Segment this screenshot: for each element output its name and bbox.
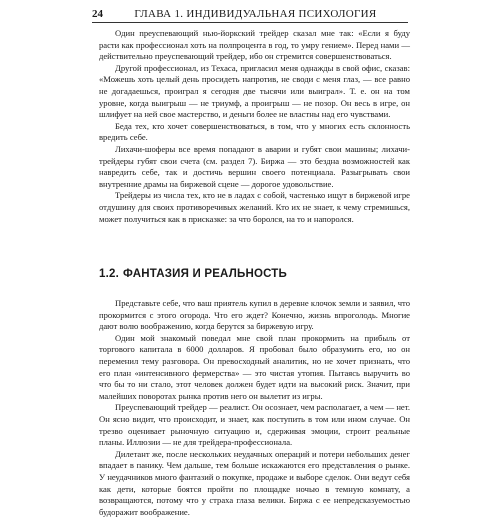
section-title: ФАНТАЗИЯ И РЕАЛЬНОСТЬ (122, 268, 287, 280)
paragraph: Лихачи-шоферы все время попадают в аварии и губят свои машины; лихачи-трейдеры губят свои счета (см. раздел 7). Биржа — это бездна возможностей как навредить себе, так и достичь вершин своего потенциала. Разыгрывать свои внутренние драмы на биржевой сцене — дорогое удовольствие. (99, 143, 410, 189)
paragraph: Представьте себе, что ваш приятель купил в деревне клочок земли и заявил, что прокормится с этого огорода. Что его ждет? Конечно, жизнь впроголодь. Многие дают волю воображению, когда берутся за биржевую игру. (99, 298, 410, 332)
paragraph: Преуспевающий трейдер — реалист. Он осознает, чем располагает, а чем — нет. Он ясно видит, что происходит, и знает, как поступить в том или ином случае. Он трезво оценивает рыночную ситуацию и, сдерживая эмоции, строит реальные планы. Иллюзии — не для трейдера-профессионала. (99, 402, 410, 448)
section-text (99, 298, 410, 518)
paragraph: Дилетант же, после нескольких неудачных операций и потери небольших денег впадает в панику. Чем дальше, тем больше искажаются его представления о рынке. У неудачников много фантазий о покупке, продаже и выборе сделок. Они ведут себя как дети, которые боятся пройти по площадке ночью в темную комнату, а возвращаются, потому что у страха глаза велики. Биржа с ее непредсказуемостью будоражит воображение. (99, 448, 410, 517)
paragraph: Другой профессионал, из Техаса, пригласил меня однажды в свой офис, сказав: «Можешь хоть целый день просидеть напротив, не своди с меня глаз, — все равно не догадаешься, проиграл я сегодня две тысячи или выиграл». Т. е. он на том уровне, когда выигрыш — не триумф, а проигрыш — не позор. Он весь в игре, он шлифует на ней свое мастерство, и деньги более не властны над его чувствами. (99, 62, 410, 120)
page-number: 24 (92, 8, 103, 20)
chapter-title: ГЛАВА 1. ИНДИВИДУАЛЬНАЯ ПСИХОЛОГИЯ (134, 8, 377, 20)
paragraph: Беда тех, кто хочет совершенствоваться, в том, что у многих есть склонность вредить себе. (99, 120, 410, 143)
paragraph: Трейдеры из числа тех, кто не в ладах с собой, частенько ищут в биржевой игре отдушину для своих противоречивых желаний. Кто их не знает, к чему стремишься, может получиться как в присказке: за что боролся, на то и напоролся. (99, 190, 410, 224)
paragraph: Один мой знакомый поведал мне свой план прокормить на прибыль от торгового капитала в 6000 долларов. Я пробовал было образумить его, но он переменил тему разговора. Он превосходный аналитик, но не хочет признать, что его план «интенсивного фермерства» — это чистая утопия. Пытаясь выручить во что бы то ни стало, этот человек должен будет идти на высокий риск. Значит, при малейших поворотах рынка против него он вылетит из игры. (99, 332, 410, 401)
section-heading (99, 267, 410, 281)
running-head (92, 7, 408, 21)
header-rule (92, 22, 408, 23)
section-number: 1.2. (99, 268, 119, 280)
paragraph: Один преуспевающий нью-йоркский трейдер сказал мне так: «Если я буду расти как профессионал хоть на полпроцента в год, то умру гением». Перед нами — действительно преуспевающий трейдер, ибо он стремится совершенствоваться. (99, 28, 410, 62)
intro-text (99, 28, 410, 225)
